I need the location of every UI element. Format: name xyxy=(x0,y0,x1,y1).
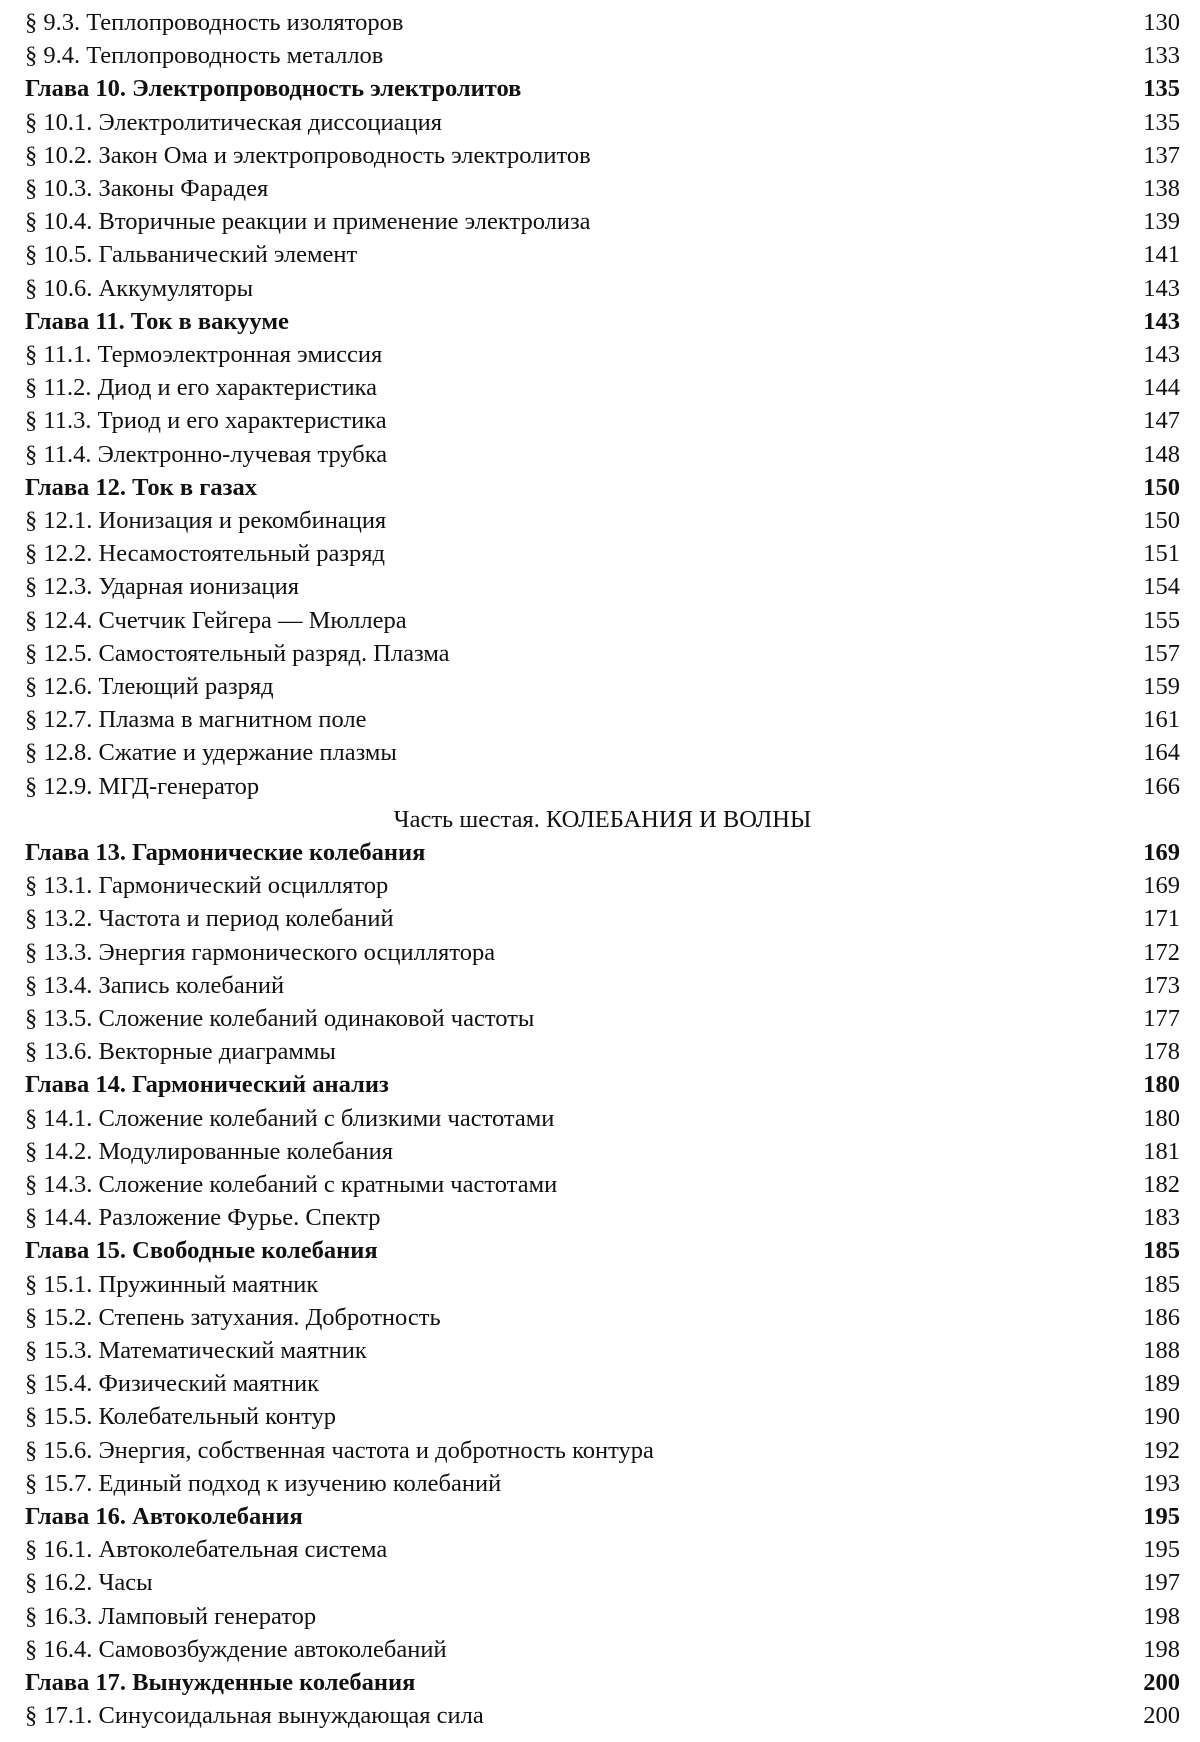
page-number: 183 xyxy=(1143,1204,1180,1232)
toc-section-row xyxy=(25,1201,1180,1234)
page-number: 155 xyxy=(1143,606,1180,634)
page-number: 180 xyxy=(1143,1071,1180,1099)
section-title: § 10.1. Электролитическая диссоциация xyxy=(25,108,443,136)
section-title: § 12.9. МГД-генератор xyxy=(25,772,260,800)
page-number: 169 xyxy=(1143,872,1180,900)
page-number: 189 xyxy=(1143,1370,1180,1398)
section-title: § 11.3. Триод и его характеристика xyxy=(25,407,387,435)
section-title: § 16.2. Часы xyxy=(25,1569,153,1597)
section-title: § 12.6. Тлеющий разряд xyxy=(25,673,274,700)
page-number: 139 xyxy=(1143,208,1180,236)
toc-section-row xyxy=(25,1268,1180,1301)
toc-section-row xyxy=(25,1633,1180,1666)
section-title: § 16.3. Ламповый генератор xyxy=(25,1602,317,1630)
toc-section-row xyxy=(25,902,1180,935)
toc-chapter-row xyxy=(25,471,1180,504)
toc-section-row xyxy=(25,1600,1180,1633)
page-number: 185 xyxy=(1143,1237,1180,1265)
toc-section-row xyxy=(25,736,1180,769)
page-number: 190 xyxy=(1143,1403,1180,1431)
toc-section-row xyxy=(25,1102,1180,1135)
page-number: 181 xyxy=(1143,1137,1180,1165)
section-title: § 12.8. Сжатие и удержание плазмы xyxy=(25,739,397,767)
section-title: § 10.4. Вторичные реакции и применение электролиза xyxy=(25,208,591,236)
toc-section-row xyxy=(25,570,1180,603)
page-number: 198 xyxy=(1143,1602,1180,1630)
section-title: § 12.5. Самостоятельный разряд. Плазма xyxy=(25,639,450,667)
page-number: 143 xyxy=(1143,307,1180,335)
section-title: § 10.6. Аккумуляторы xyxy=(25,274,254,302)
section-title: § 12.4. Счетчик Гейгера — Мюллера xyxy=(25,606,407,634)
toc-section-row xyxy=(25,272,1180,305)
section-title: § 17.1. Синусоидальная вынуждающая сила xyxy=(25,1702,484,1730)
page-number: 182 xyxy=(1143,1171,1180,1198)
page-number: 161 xyxy=(1143,706,1180,734)
toc-section-row xyxy=(25,869,1180,902)
section-title: § 10.3. Законы Фарадея xyxy=(25,175,269,202)
page-number: 185 xyxy=(1143,1270,1180,1298)
section-title: § 15.2. Степень затухания. Добротность xyxy=(25,1303,441,1331)
section-title: § 11.2. Диод и его характеристика xyxy=(25,374,378,402)
page-number: 188 xyxy=(1143,1337,1180,1364)
page-number: 180 xyxy=(1143,1104,1180,1132)
section-title: § 13.4. Запись колебаний xyxy=(25,971,285,999)
section-title: § 15.7. Единый подход к изучению колебаний xyxy=(25,1469,502,1497)
chapter-title: Глава 12. Ток в газах xyxy=(25,473,257,501)
section-title: § 15.4. Физический маятник xyxy=(25,1370,319,1398)
page-number: 173 xyxy=(1143,971,1180,999)
toc-section-row xyxy=(25,6,1180,39)
toc-section-row xyxy=(25,1334,1180,1367)
section-title: § 14.2. Модулированные колебания xyxy=(25,1137,394,1165)
chapter-title: Глава 17. Вынужденные колебания xyxy=(25,1669,416,1696)
toc-section-row xyxy=(25,703,1180,736)
section-title: § 12.1. Ионизация и рекомбинация xyxy=(25,507,387,534)
section-title: § 15.3. Математический маятник xyxy=(25,1337,367,1364)
toc-section-row xyxy=(25,205,1180,238)
page-number: 177 xyxy=(1143,1005,1180,1032)
section-title: § 13.2. Частота и период колебаний xyxy=(25,905,394,933)
toc-section-row xyxy=(25,1699,1180,1732)
toc-section-row xyxy=(25,770,1180,803)
toc-section-row xyxy=(25,1168,1180,1201)
toc-part-heading xyxy=(25,803,1180,836)
section-title: § 15.5. Колебательный контур xyxy=(25,1403,337,1431)
toc-chapter-row xyxy=(25,305,1180,338)
section-title: § 9.3. Теплопроводность изоляторов xyxy=(25,9,404,36)
page-number: 148 xyxy=(1143,440,1180,468)
page-number: 143 xyxy=(1143,341,1180,368)
section-title: § 10.2. Закон Ома и электропроводность электролитов xyxy=(25,141,591,169)
toc-section-row xyxy=(25,106,1180,139)
page-number: 154 xyxy=(1143,573,1180,601)
toc-section-row xyxy=(25,404,1180,437)
toc-section-row xyxy=(25,637,1180,670)
page-number: 193 xyxy=(1143,1469,1180,1497)
page-number: 133 xyxy=(1143,42,1180,70)
page-number: 200 xyxy=(1143,1669,1180,1696)
page-number: 195 xyxy=(1143,1536,1180,1564)
section-title: § 10.5. Гальванический элемент xyxy=(25,241,358,269)
page-number: 141 xyxy=(1143,241,1180,269)
toc-section-row xyxy=(25,39,1180,72)
page-number: 178 xyxy=(1143,1038,1180,1066)
toc-section-row xyxy=(25,172,1180,205)
section-title: § 13.5. Сложение колебаний одинаковой частоты xyxy=(25,1005,535,1032)
toc-section-row xyxy=(25,1566,1180,1599)
toc-section-row xyxy=(25,537,1180,570)
page-number: 166 xyxy=(1143,772,1180,800)
toc-section-row xyxy=(25,139,1180,172)
chapter-title: Глава 11. Ток в вакууме xyxy=(25,307,289,335)
chapter-title: Глава 13. Гармонические колебания xyxy=(25,839,426,866)
page-number: 137 xyxy=(1143,141,1180,169)
toc-section-row xyxy=(25,1367,1180,1400)
toc-section-row xyxy=(25,1434,1180,1467)
toc-section-row xyxy=(25,604,1180,637)
chapter-title: Глава 15. Свободные колебания xyxy=(25,1237,378,1265)
section-title: § 14.3. Сложение колебаний с кратными частотами xyxy=(25,1171,558,1198)
toc-section-row xyxy=(25,371,1180,404)
page-number: 171 xyxy=(1143,905,1180,933)
chapter-title: Глава 14. Гармонический анализ xyxy=(25,1071,389,1099)
toc-section-row xyxy=(25,1135,1180,1168)
section-title: § 13.1. Гармонический осциллятор xyxy=(25,872,389,900)
toc-chapter-row xyxy=(25,1068,1180,1101)
toc-section-row xyxy=(25,504,1180,537)
toc-section-row xyxy=(25,438,1180,471)
section-title: § 12.7. Плазма в магнитном поле xyxy=(25,706,367,734)
page-number: 172 xyxy=(1143,938,1180,966)
toc-section-row xyxy=(25,1400,1180,1433)
page-number: 195 xyxy=(1143,1503,1180,1530)
toc-chapter-row xyxy=(25,836,1180,869)
section-title: § 15.6. Энергия, собственная частота и добротность контура xyxy=(25,1436,654,1464)
section-title: § 12.2. Несамостоятельный разряд xyxy=(25,540,385,568)
section-title: § 12.3. Ударная ионизация xyxy=(25,573,300,601)
page-number: 192 xyxy=(1143,1436,1180,1464)
page-number: 135 xyxy=(1143,108,1180,136)
page-number: 186 xyxy=(1143,1303,1180,1331)
toc-chapter-row xyxy=(25,1500,1180,1533)
page-number: 200 xyxy=(1143,1702,1180,1730)
toc-section-row xyxy=(25,1467,1180,1500)
page-number: 157 xyxy=(1143,639,1180,667)
section-title: § 14.4. Разложение Фурье. Спектр xyxy=(25,1204,381,1232)
toc-chapter-row xyxy=(25,72,1180,105)
page-number: 197 xyxy=(1143,1569,1180,1597)
section-title: § 9.4. Теплопроводность металлов xyxy=(25,42,384,70)
section-title: § 13.3. Энергия гармонического осциллятора xyxy=(25,938,496,966)
toc-section-row xyxy=(25,1301,1180,1334)
toc-chapter-row xyxy=(25,1666,1180,1699)
page-number: 143 xyxy=(1143,274,1180,302)
toc-section-row xyxy=(25,1002,1180,1035)
page-number: 135 xyxy=(1143,75,1180,103)
toc-chapter-row xyxy=(25,1234,1180,1267)
section-title: § 14.1. Сложение колебаний с близкими частотами xyxy=(25,1104,555,1132)
page-number: 198 xyxy=(1143,1635,1180,1663)
page-number: 169 xyxy=(1143,839,1180,866)
page-number: 138 xyxy=(1143,175,1180,202)
toc-section-row xyxy=(25,969,1180,1002)
toc-section-row xyxy=(25,1533,1180,1566)
part-title: Часть шестая. КОЛЕБАНИЯ И ВОЛНЫ xyxy=(393,805,812,833)
page-number: 159 xyxy=(1143,673,1180,700)
toc-section-row xyxy=(25,238,1180,271)
chapter-title: Глава 16. Автоколебания xyxy=(25,1503,303,1530)
section-title: § 11.4. Электронно-лучевая трубка xyxy=(25,440,388,468)
page-number: 130 xyxy=(1143,9,1180,36)
page-number: 150 xyxy=(1143,473,1180,501)
page-number: 144 xyxy=(1143,374,1180,402)
toc-section-row xyxy=(25,338,1180,371)
section-title: § 15.1. Пружинный маятник xyxy=(25,1270,319,1298)
page-number: 147 xyxy=(1143,407,1180,435)
chapter-title: Глава 10. Электропроводность электролитов xyxy=(25,75,522,103)
section-title: § 13.6. Векторные диаграммы xyxy=(25,1038,336,1066)
page-number: 151 xyxy=(1143,540,1180,568)
section-title: § 16.1. Автоколебательная система xyxy=(25,1536,388,1564)
page-number: 150 xyxy=(1143,507,1180,534)
section-title: § 11.1. Термоэлектронная эмиссия xyxy=(25,341,383,368)
toc-section-row xyxy=(25,1035,1180,1068)
page-number: 164 xyxy=(1143,739,1180,767)
toc-section-row xyxy=(25,936,1180,969)
toc-section-row xyxy=(25,670,1180,703)
section-title: § 16.4. Самовозбуждение автоколебаний xyxy=(25,1635,447,1663)
